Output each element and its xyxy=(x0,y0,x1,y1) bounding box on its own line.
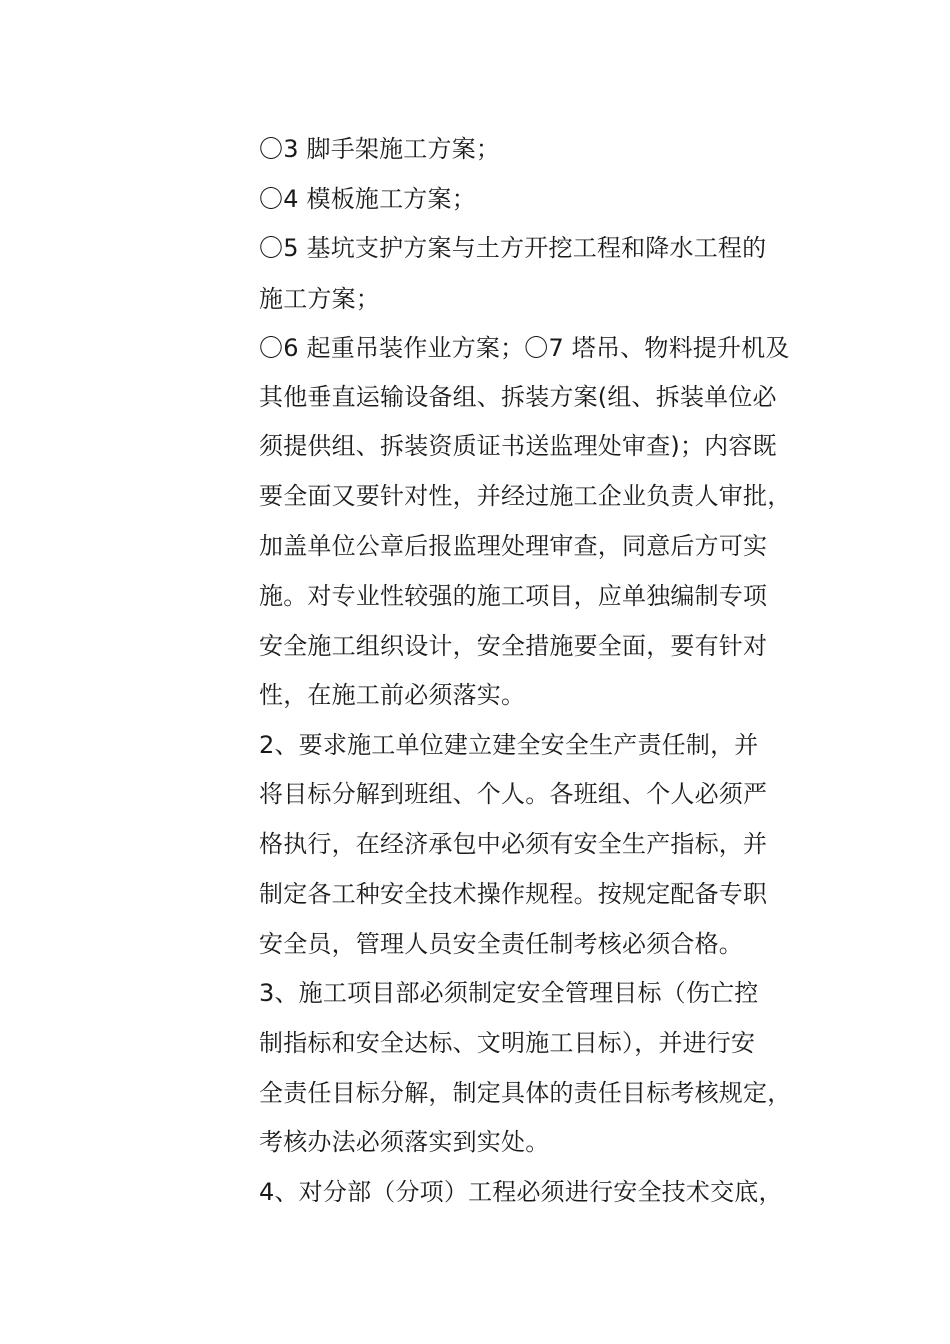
text-line: 〇3 脚手架施工方案； xyxy=(259,135,501,163)
text-line: 加盖单位公章后报监理处理审查，同意后方可实 xyxy=(259,532,768,560)
text-line: 格执行，在经济承包中必须有安全生产指标，并 xyxy=(259,830,768,858)
text-line: 其他垂直运输设备组、拆装方案(组、拆装单位必 xyxy=(259,383,777,411)
text-line: 〇5 基坑支护方案与土方开挖工程和降水工程的 xyxy=(259,234,767,262)
text-line: 考核办法必须落实到实处。 xyxy=(259,1128,550,1156)
text-line: 制指标和安全达标、文明施工目标），并进行安 xyxy=(259,1029,756,1057)
text-line: 安全员，管理人员安全责任制考核必须合格。 xyxy=(259,930,743,958)
text-line: 3、施工项目部必须制定安全管理目标（伤亡控 xyxy=(259,979,759,1007)
text-line: 制定各工种安全技术操作规程。按规定配备专职 xyxy=(259,880,768,908)
text-line: 〇4 模板施工方案； xyxy=(259,185,476,213)
text-line: 须提供组、拆装资质证书送监理处审查)；内容既 xyxy=(259,432,777,460)
text-line: 施。对专业性较强的施工项目，应单独编制专项 xyxy=(259,582,768,610)
text-line: 安全施工组织设计，安全措施要全面，要有针对 xyxy=(259,632,768,660)
text-line: 全责任目标分解，制定具体的责任目标考核规定， xyxy=(259,1079,792,1107)
text-line: 4、对分部（分项）工程必须进行安全技术交底， xyxy=(259,1178,783,1206)
text-line: 将目标分解到班组、个人。各班组、个人必须严 xyxy=(259,780,768,808)
text-line: 性，在施工前必须落实。 xyxy=(259,681,526,709)
text-line: 施工方案； xyxy=(259,285,380,313)
text-line: 〇6 起重吊装作业方案；〇7 塔吊、物料提升机及 xyxy=(259,334,790,362)
text-line: 2、要求施工单位建立建全安全生产责任制，并 xyxy=(259,731,759,759)
text-line: 要全面又要针对性，并经过施工企业负责人审批， xyxy=(259,482,792,510)
